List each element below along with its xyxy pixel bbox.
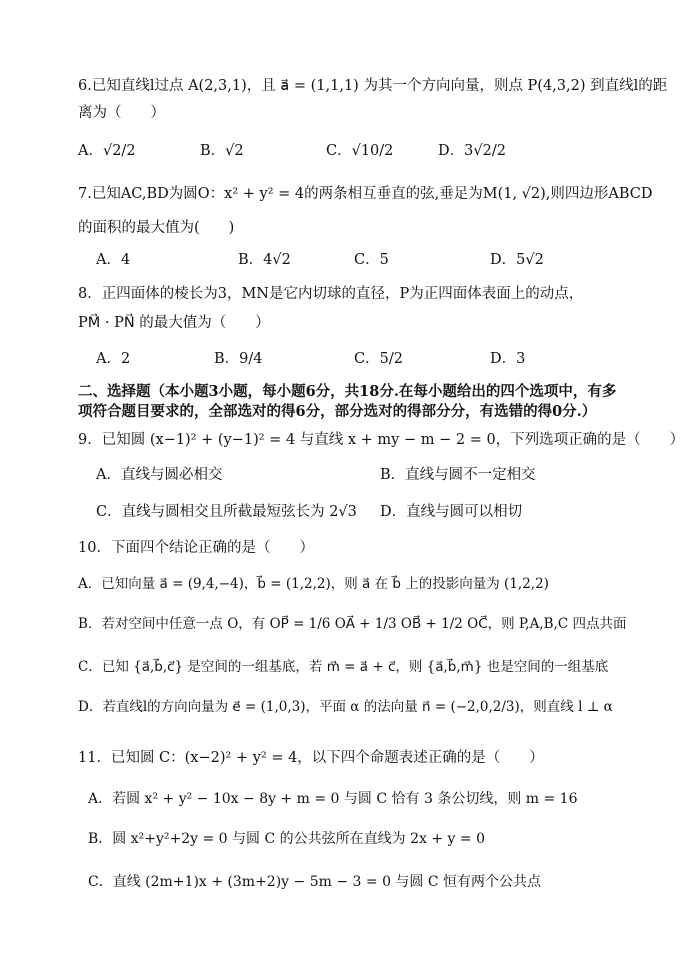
q10-option-a: A．已知向量 a⃗ = (9,4,−4)，b⃗ = (1,2,2)，则 a⃗ 在 b⃗ 上的投影向量为 (1,2,2) bbox=[78, 576, 549, 592]
q11-stem: 11．已知圆 C：(x−2)² + y² = 4，以下四个命题表述正确的是（ ） bbox=[78, 750, 544, 766]
q8-stem-line1: 8．正四面体的棱长为3，MN是它内切球的直径，P为正四面体表面上的动点， bbox=[78, 286, 584, 302]
q6-option-c: C．√10/2 bbox=[326, 143, 394, 159]
q8-options bbox=[78, 342, 638, 376]
q11-option-a: A．若圆 x² + y² − 10x − 8y + m = 0 与圆 C 恰有 3 条公切线，则 m = 16 bbox=[88, 791, 578, 807]
q9-stem: 9．已知圆 (x−1)² + (y−1)² = 4 与直线 x + my − m − 2 = 0，下列选项正确的是（ ） bbox=[78, 432, 685, 448]
q7-option-d: D．5√2 bbox=[490, 252, 544, 268]
q6-stem-line1: 6.已知直线l过点 A(2,3,1)，且 a⃗ = (1,1,1) 为其一个方向向量，则点 P(4,3,2) 到直线l的距 bbox=[78, 78, 668, 94]
q7-option-b: B．4√2 bbox=[238, 252, 291, 268]
section2-title-line2: 项符合题目要求的，全部选对的得6分，部分选对的得部分分，有选错的得0分.） bbox=[78, 403, 597, 420]
q7-option-c: C．5 bbox=[354, 252, 389, 268]
q9-option-c: C．直线与圆相交且所截最短弦长为 2√3 bbox=[96, 504, 357, 520]
q9-option-d: D．直线与圆可以相切 bbox=[380, 504, 523, 520]
q6-stem-line2: 离为（ ） bbox=[78, 105, 165, 121]
q7-option-a: A．4 bbox=[96, 252, 131, 268]
q6-option-a: A．√2/2 bbox=[78, 143, 136, 159]
q6-option-d: D．3√2/2 bbox=[438, 143, 506, 159]
q8-option-c: C．5/2 bbox=[354, 351, 403, 367]
q7-options bbox=[78, 243, 638, 277]
q11-option-c: C．直线 (2m+1)x + (3m+2)y − 5m − 3 = 0 与圆 C 恒有两个公共点 bbox=[88, 874, 542, 890]
q8-option-d: D．3 bbox=[490, 351, 526, 367]
q8-stem-line2: PM⃗ · PN⃗ 的最大值为（ ） bbox=[78, 315, 270, 331]
q9-option-a: A．直线与圆必相交 bbox=[96, 467, 223, 483]
q8-option-a: A．2 bbox=[96, 351, 131, 367]
q7-stem-line1: 7.已知AC,BD为圆O：x² + y² = 4的两条相互垂直的弦,垂足为M(1, √2),则四边形ABCD bbox=[78, 186, 653, 202]
section2-title: 二、选择题（本小题3小题，每小题6分，共18分.在每小题给出的四个选项中，有多 bbox=[78, 383, 617, 400]
q6-option-b: B．√2 bbox=[200, 143, 244, 159]
q10-option-c: C．已知 {a⃗,b⃗,c⃗} 是空间的一组基底，若 m⃗ = a⃗ + c⃗，则 {a⃗,b⃗,m⃗} 也是空间的一组基底 bbox=[78, 659, 609, 675]
q8-option-b: B．9/4 bbox=[214, 351, 263, 367]
q10-option-d: D．若直线l的方向向量为 e⃗ = (1,0,3)，平面 α 的法向量 n⃗ = (−2,0,2/3)，则直线 l ⊥ α bbox=[78, 699, 613, 715]
q11-option-b: B．圆 x²+y²+2y = 0 与圆 C 的公共弦所在直线为 2x + y = 0 bbox=[88, 831, 485, 847]
q10-option-b: B．若对空间中任意一点 O，有 OP⃗ = 1/6 OA⃗ + 1/3 OB⃗ + 1/2 OC⃗，则 P,A,B,C 四点共面 bbox=[78, 616, 627, 632]
q9-option-b: B．直线与圆不一定相交 bbox=[380, 467, 536, 483]
q7-stem-line2: 的面积的最大值为( ) bbox=[78, 220, 235, 236]
q6-options bbox=[78, 134, 638, 168]
q10-stem: 10．下面四个结论正确的是（ ） bbox=[78, 540, 314, 556]
